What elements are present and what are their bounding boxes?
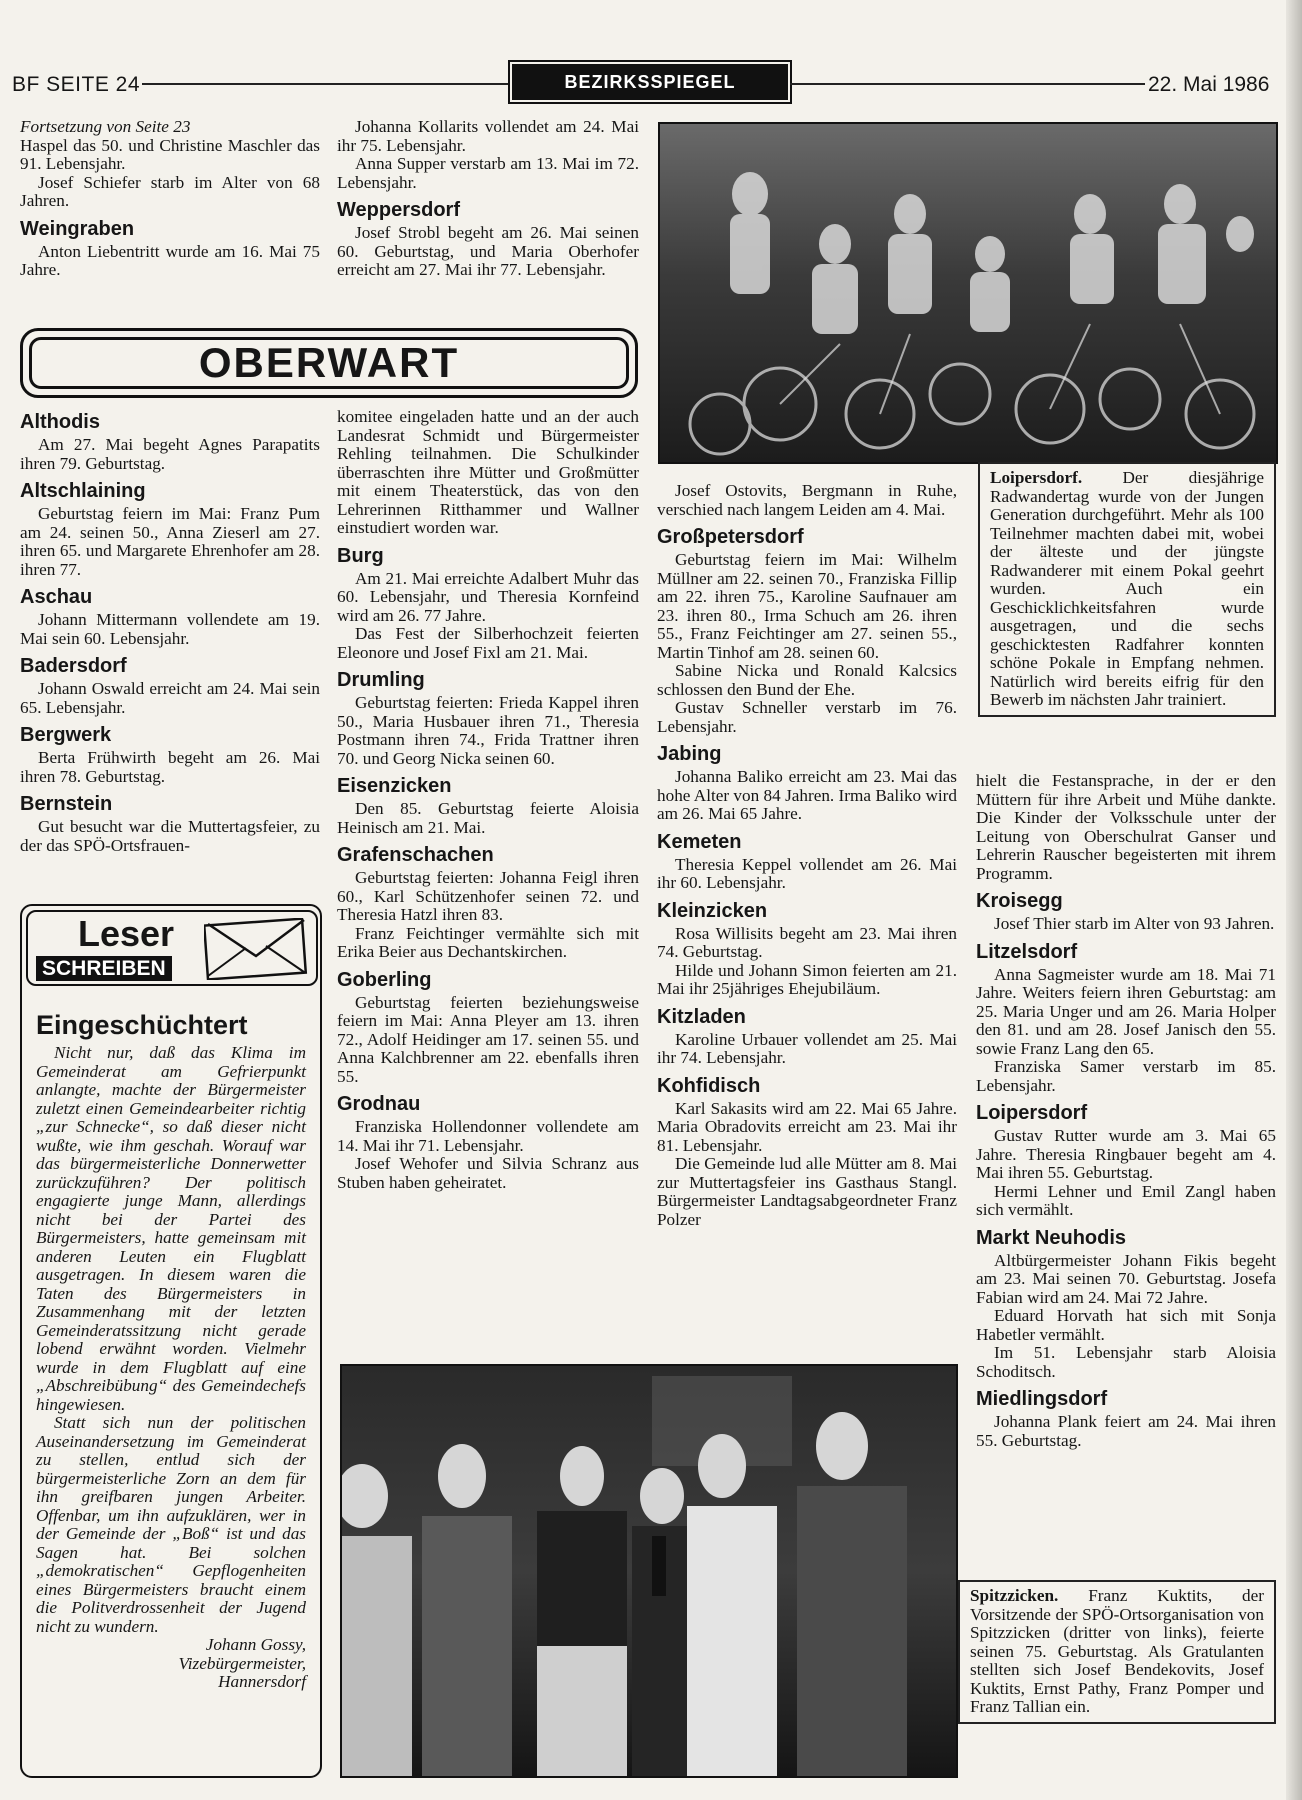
paragraph: Gustav Rutter wurde am 3. Mai 65 Jahre. Theresia Ringbauer begeht am 4. Mai ihren 55. Geburtstag. bbox=[976, 1126, 1276, 1182]
section-banner: BEZIRKSSPIEGEL bbox=[512, 64, 788, 100]
paragraph: Anton Liebentritt wurde am 16. Mai 75 Jahre. bbox=[20, 241, 320, 279]
paragraph: Altbürgermeister Johann Fikis begeht am 23. Mai seinen 70. Geburtstag. Josefa Fabian wird am 24. Mai 72 Jahre. bbox=[976, 1250, 1276, 1307]
letter-signature-name: Johann Gossy, bbox=[205, 1635, 306, 1654]
town-heading-litzelsdorf: Litzelsdorf bbox=[976, 940, 1078, 963]
town-heading-weppersdorf: Weppersdorf bbox=[337, 199, 460, 221]
paragraph: hielt die Festansprache, in der er den Müttern für ihre Arbeit und Mühe dankte. Die Kinder der Volksschule unter der Leitung von Oberschulrat Ganser und Lehrerin Rauscher begeisterten mit ihrem Programm. bbox=[976, 771, 1276, 883]
paragraph: Franziska Hollendonner vollendete am 14. Mai ihr 71. Lebensjahr. bbox=[337, 1117, 639, 1155]
paragraph: Josef Ostovits, Bergmann in Ruhe, verschied nach langem Leiden am 4. Mai. bbox=[657, 481, 957, 519]
town-heading-kitzladen: Kitzladen bbox=[657, 1005, 746, 1028]
town-heading-badersdorf: Badersdorf bbox=[20, 655, 127, 677]
paragraph: Anna Sagmeister wurde am 18. Mai 71 Jahre. Weiters feiern ihren Geburtstag: am 25. Maria Unger und am 26. Maria Holper den 81. und am 28. Josef Janisch den 55. sowie Franz Lang den 65. bbox=[976, 964, 1276, 1058]
town-heading-eisenzicken: Eisenzicken bbox=[337, 775, 452, 797]
town-heading-kohfidisch: Kohfidisch bbox=[657, 1074, 761, 1097]
paragraph: Eduard Horvath hat sich mit Sonja Habetler vermählt. bbox=[976, 1306, 1276, 1344]
column-4 bbox=[976, 772, 1276, 1450]
paragraph: Geburtstag feierten beziehungsweise feiern im Mai: Anna Pleyer am 13. ihren 72., Adolf Heidinger am 17. seinen 55. und Anna Kalchbrenner am 22. ebenfalls ihren 55. bbox=[337, 992, 639, 1086]
town-heading-kroisegg: Kroisegg bbox=[976, 890, 1063, 912]
paragraph: Gustav Schneller verstarb im 76. Lebensjahr. bbox=[657, 698, 957, 736]
paragraph: Anna Supper verstarb am 13. Mai im 72. Lebensjahr. bbox=[337, 154, 639, 192]
paragraph: Franziska Samer verstarb im 85. Lebensjahr. bbox=[976, 1057, 1276, 1095]
caption-text: Franz Kuktits, der Vorsitzende der SPÖ-Ortsorganisation von Spitzzicken (dritter von links), feierte seinen 75. Geburtstag. Als Gratulanten stellten sich Josef Bendekovits, Josef Kuktits, Ernst Pathy, Franz Pomper und Franz Tallian ein. bbox=[970, 1586, 1264, 1716]
town-heading-aschau: Aschau bbox=[20, 586, 93, 608]
letter-signature-role: Vizebürgermeister, bbox=[178, 1653, 306, 1673]
envelope-icon bbox=[204, 918, 308, 980]
paragraph: Johanna Plank feiert am 24. Mai ihren 55. Geburtstag. bbox=[976, 1412, 1276, 1450]
paragraph: Die Gemeinde lud alle Mütter am 8. Mai zur Muttertagsfeier ins Gasthaus Stangl. Bürgermeister Landtagsabgeordneter Franz Polzer bbox=[657, 1154, 957, 1229]
town-heading-drumling: Drumling bbox=[337, 669, 425, 691]
page-number: BF SEITE 24 bbox=[12, 73, 141, 96]
paragraph: Berta Frühwirth begeht am 26. Mai ihren 78. Geburtstag. bbox=[20, 748, 320, 786]
town-heading-kleinzicken: Kleinzicken bbox=[657, 899, 768, 922]
paragraph: Das Fest der Silberhochzeit feierten Eleonore und Josef Fixl am 21. Mai. bbox=[337, 624, 639, 662]
page-edge bbox=[1286, 0, 1302, 1800]
town-heading-loipersdorf: Loipersdorf bbox=[976, 1102, 1088, 1124]
town-heading-althodis: Althodis bbox=[20, 411, 100, 433]
letter-body bbox=[36, 1044, 306, 1692]
section-title-box bbox=[20, 328, 638, 398]
town-heading-altschlaining: Altschlaining bbox=[20, 480, 146, 502]
paragraph: Johanna Baliko erreicht am 23. Mai das hohe Alter von 84 Jahren. Irma Baliko wird am 26. Mai 65 Jahre. bbox=[657, 767, 957, 823]
town-heading-grodnau: Grodnau bbox=[337, 1093, 421, 1115]
top-column-2 bbox=[337, 118, 639, 280]
header-rule-right bbox=[790, 83, 1145, 85]
town-heading-weingraben: Weingraben bbox=[20, 217, 135, 240]
town-heading-goberling: Goberling bbox=[337, 968, 432, 991]
column-2 bbox=[337, 408, 639, 1192]
town-heading-kemeten: Kemeten bbox=[657, 830, 742, 853]
group-portrait-photo bbox=[342, 1366, 956, 1776]
letter-paragraph: Statt sich nun der politischen Auseinandersetzung im Gemeinderat zu stellen, entlud sich der bürgermeisterliche Zorn an dem für ihn greifbaren jungen Arbeiter. Offenbar, um ihn aufzuklären, wer in der Gemeinde der „Boß“ ist und das Sagen hat. Bei solchen „demokratischen“ Gepflogenheiten eines Bürgermeisters braucht einem die Politverdrossenheit der Jugend nicht zu wundern. bbox=[36, 1413, 306, 1636]
paragraph: Gut besucht war die Muttertagsfeier, zu der das SPÖ-Ortsfrauen- bbox=[20, 817, 320, 855]
caption-place: Spitzzicken. bbox=[970, 1586, 1059, 1605]
paragraph: Theresia Keppel vollendet am 26. Mai ihr 60. Lebensjahr. bbox=[657, 854, 957, 892]
photo-radwandertag bbox=[658, 122, 1278, 464]
bicycle-crowd-photo bbox=[660, 124, 1276, 462]
caption-text: Der diesjährige Radwandertag wurde von der Jungen Generation durchgeführt. Mehr als 100 Teilnehmer machten dabei mit, wobei der älteste und der jüngste Radwanderer mit einem Pokal geehrt wurden. Auch ein Geschicklichkeitsfahren wurde ausgetragen, und die sechs geschicktesten Radfahrer konnten schöne Pokale in Empfang nehmen. Natürlich wird bereits eifrig für den Bewerb im nächsten Jahr trainiert. bbox=[990, 468, 1264, 709]
paragraph: Josef Wehofer und Silvia Schranz aus Stuben haben geheiratet. bbox=[337, 1154, 639, 1192]
paragraph: Geburtstag feierten: Johanna Feigl ihren 60., Karl Schützenhofer seinen 72. und Theresia Hatzl ihren 83. bbox=[337, 868, 639, 924]
paragraph: Hermi Lehner und Emil Zangl haben sich vermählt. bbox=[976, 1181, 1276, 1219]
paragraph: Rosa Willisits begeht am 23. Mai ihren 74. Geburtstag. bbox=[657, 923, 957, 961]
town-heading-jabing: Jabing bbox=[657, 743, 722, 765]
page-date: 22. Mai 1986 bbox=[1148, 73, 1270, 96]
town-heading-grafenschachen: Grafenschachen bbox=[337, 844, 494, 866]
paragraph: Geburtstag feiern im Mai: Wilhelm Müllner am 22. seinen 70., Franziska Fillip am 22. ihren 75., Karoline Saufnauer am 23. ihren 80., Irma Schuch am 26. ihren 55., Franz Feichtinger am 27. seinen 55., Martin Tinhof am 28. seinen 60. bbox=[657, 550, 957, 662]
paragraph: Den 85. Geburtstag feierte Aloisia Heinisch am 21. Mai. bbox=[337, 799, 639, 837]
caption-place: Loipersdorf. bbox=[990, 468, 1083, 487]
paragraph: Karl Sakasits wird am 22. Mai 65 Jahre. Maria Obradovits erreicht am 23. Mai ihr 81. Lebensjahr. bbox=[657, 1098, 957, 1155]
top-column-1 bbox=[20, 118, 320, 280]
photo-caption-spitzzicken bbox=[958, 1580, 1276, 1724]
header-rule-left bbox=[142, 83, 510, 85]
town-heading-miedlingsdorf: Miedlingsdorf bbox=[976, 1388, 1108, 1410]
paragraph: Josef Thier starb im Alter von 93 Jahren. bbox=[994, 914, 1275, 933]
paragraph: komitee eingeladen hatte und an der auch Landesrat Schmidt und Bürgermeister Rehling teilnahmen. Die Schulkinder überraschten ihre Mütter und Großmütter mit einem Theaterstück, das von den Lehrerinnen Ritthammer und Wallner einstudiert worden war. bbox=[337, 407, 639, 537]
section-title: OBERWART bbox=[198, 339, 460, 386]
logo-leser: Leser bbox=[78, 913, 175, 954]
continuation-note: Fortsetzung von Seite 23 bbox=[20, 117, 191, 136]
paragraph: Geburtstag feiern im Mai: Franz Pum am 24. seinen 50., Anna Zieserl am 27. ihren 65. und Margarete Ehrenhofer am 28. ihren 77. bbox=[20, 504, 320, 579]
leser-schreiben-logo bbox=[26, 910, 318, 986]
paragraph: Hilde und Johann Simon feierten am 21. Mai ihr 25jähriges Ehejubiläum. bbox=[657, 960, 957, 998]
town-heading-burg: Burg bbox=[337, 544, 384, 567]
reader-letter-box bbox=[20, 904, 322, 1778]
paragraph: Johann Oswald erreicht am 24. Mai sein 65. Lebensjahr. bbox=[20, 679, 320, 717]
town-heading-bergwerk: Bergwerk bbox=[20, 724, 112, 746]
paragraph: Franz Feichtinger vermählte sich mit Erika Beier aus Dechantskirchen. bbox=[337, 923, 639, 961]
town-heading-bernstein: Bernstein bbox=[20, 793, 113, 815]
photo-spitzzicken bbox=[340, 1364, 958, 1778]
letter-title: Eingeschüchtert bbox=[36, 1010, 248, 1040]
column-3 bbox=[657, 482, 957, 1229]
town-heading-markt-neuhodis: Markt Neuhodis bbox=[976, 1226, 1127, 1249]
paragraph: Johanna Kollarits vollendet am 24. Mai ihr 75. Lebensjahr. bbox=[337, 117, 639, 155]
paragraph: Johann Mittermann vollendete am 19. Mai sein 60. Lebensjahr. bbox=[20, 610, 320, 648]
paragraph: Geburtstag feierten: Frieda Kappel ihren 50., Maria Husbauer ihren 71., Theresia Postmann ihren 74., Frida Trattner ihren 70. und Georg Nicka seinen 60. bbox=[337, 693, 639, 768]
logo-schreiben: SCHREIBEN bbox=[36, 956, 172, 981]
paragraph: Am 21. Mai erreichte Adalbert Muhr das 60. Lebensjahr, und Theresia Kornfeind wird am 26. 77 Jahre. bbox=[337, 568, 639, 625]
paragraph: Haspel das 50. und Christine Maschler das 91. Lebensjahr. bbox=[20, 135, 320, 173]
letter-paragraph: Nicht nur, daß das Klima im Gemeinderat am Gefrierpunkt anlangte, machte der Bürgermeister zuletzt einen Gemeindearbeiter richtig „zur Schnecke“, so daß dieser nicht wußte, wie ihm geschah. Worauf war das bürgermeisterliche Donnerwetter zurückzuführen? Der politisch engagierte junge Mann, allerdings nicht bei der Partei des Bürgermeisters, hatte gemeinsam mit anderen Leuten ein Flugblatt ausgetragen. In diesem waren die Taten des Bürgermeisters in Zusammenhang mit der letzten Gemeinderatssitzung nicht gerade lobend erwähnt worden. Vielmehr wurde in dem Flugblatt auf eine „Abschreibübung“ des Gemeindechefs hingewiesen. bbox=[36, 1043, 306, 1414]
paragraph: Im 51. Lebensjahr starb Aloisia Schoditsch. bbox=[976, 1343, 1276, 1381]
paragraph: Josef Strobl begeht am 26. Mai seinen 60. Geburtstag, und Maria Oberhofer erreicht am 27. Mai ihr 77. Lebensjahr. bbox=[337, 223, 639, 279]
letter-signature-place: Hannersdorf bbox=[218, 1672, 306, 1691]
paragraph: Josef Schiefer starb im Alter von 68 Jahren. bbox=[20, 172, 320, 210]
paragraph: Sabine Nicka und Ronald Kalcsics schlossen den Bund der Ehe. bbox=[657, 661, 957, 699]
town-heading-grosspetersdorf: Großpetersdorf bbox=[657, 526, 804, 548]
column-1 bbox=[20, 404, 320, 855]
paragraph: Am 27. Mai begeht Agnes Parapatits ihren 79. Geburtstag. bbox=[20, 435, 320, 473]
photo-caption-loipersdorf bbox=[978, 462, 1276, 717]
paragraph: Karoline Urbauer vollendet am 25. Mai ihr 74. Lebensjahr. bbox=[657, 1029, 957, 1067]
